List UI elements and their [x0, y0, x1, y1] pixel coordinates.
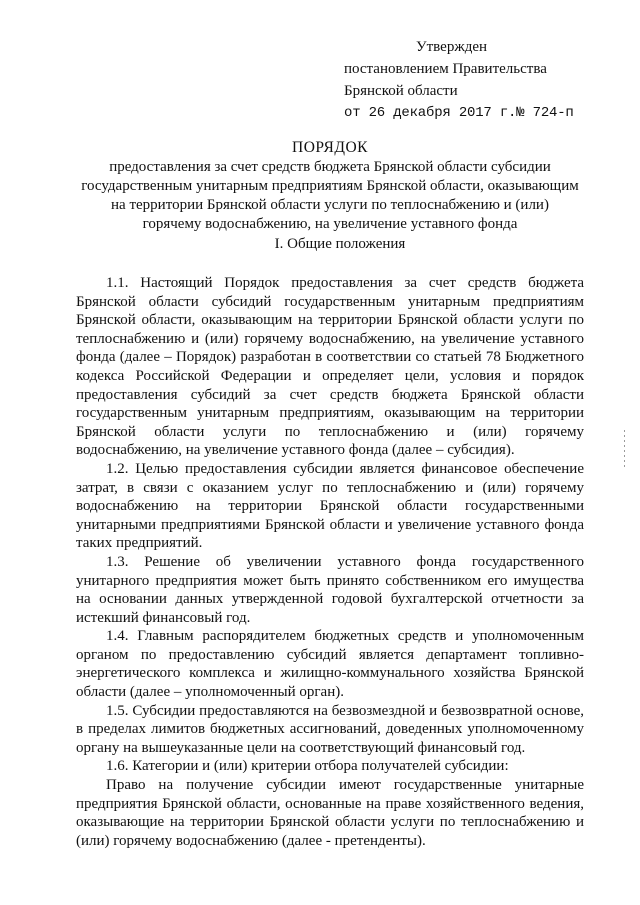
paragraph-1-6-text: Право на получение субсидии имеют государственные унитарные предприятия Брянской области, основанные на праве хозяйственного ведения, оказывающие на территории Брянской области услуги по теплоснабжению и (или) горячему водоснабжению (далее - претенденты).: [76, 777, 584, 849]
subtitle-line: государственным унитарным предприятиям Брянской области, оказывающим: [81, 178, 579, 194]
paragraph-1-3: 1.3. Решение об увеличении уставного фонда государственного унитарного предприятия может быть принято собственником его имущества на основании данных утвержденной годовой бухгалтерской отчетности за истекший финансовый год.: [76, 553, 584, 626]
document-title-block: [60, 138, 600, 234]
subtitle-line: на территории Брянской области услуги по теплоснабжению и (или): [111, 197, 549, 213]
paragraph-1-6: 1.6. Категории и (или) критерии отбора получателей субсидии:: [106, 758, 509, 775]
subtitle-line: горячему водоснабжению, на увеличение уставного фонда: [142, 216, 518, 232]
document-body: [76, 274, 584, 850]
approval-authority: Брянской области: [344, 83, 458, 99]
paragraph-1-5: 1.5. Субсидии предоставляются на безвозмездной и безвозвратной основе, в пределах лимитов бюджетных ассигнований, доведенных уполномоченному органу на вышеуказанные цели на соответствующий финансовый год.: [76, 702, 584, 756]
approval-date-number: от 26 декабря 2017 г.№ 724-п: [344, 105, 574, 121]
scan-margin-mark: [624, 430, 625, 470]
section-heading: I. Общие положения: [274, 236, 406, 252]
paragraph-1-2: 1.2. Целью предоставления субсидии является финансовое обеспечение затрат, в связи с оказанием услуг по теплоснабжению и (или) горячему водоснабжению на территории Брянской области государственными унитарными предприятиями Брянской области и увеличение уставного фонда таких предприятий.: [76, 460, 584, 552]
paragraph-1-4: 1.4. Главным распорядителем бюджетных средств и уполномоченным органом по предоставлению субсидий является департамент топливно-энергетического комплекса и жилищно-коммунального хозяйства Брянской области (далее – уполномоченный орган).: [76, 628, 584, 701]
document-title: ПОРЯДОК: [292, 139, 368, 156]
approval-act: постановлением Правительства: [344, 61, 547, 77]
approval-status: Утвержден: [416, 39, 488, 55]
subtitle-line: предоставления за счет средств бюджета Брянской области субсидии: [109, 159, 551, 175]
approval-stamp: [344, 36, 624, 124]
document-subtitle: [60, 158, 600, 234]
paragraph-1-1: 1.1. Настоящий Порядок предоставления за счет средств бюджета Брянской области субсидий государственным унитарным предприятиям Брянской области, оказывающим на территории Брянской области услуги по теплоснабжению и (или) горячему водоснабжению, на увеличение уставного фонда (далее – Порядок) разработан в соответствии со статьей 78 Бюджетного кодекса Российской Федерации и определяет цели, условия и порядок предоставления субсидий за счет средств бюджета Брянской области государственным унитарным предприятиям, оказывающим на территории Брянской области услуги по теплоснабжению и (или) горячему водоснабжению, на увеличение уставного фонда (далее – субсидия).: [76, 275, 584, 459]
